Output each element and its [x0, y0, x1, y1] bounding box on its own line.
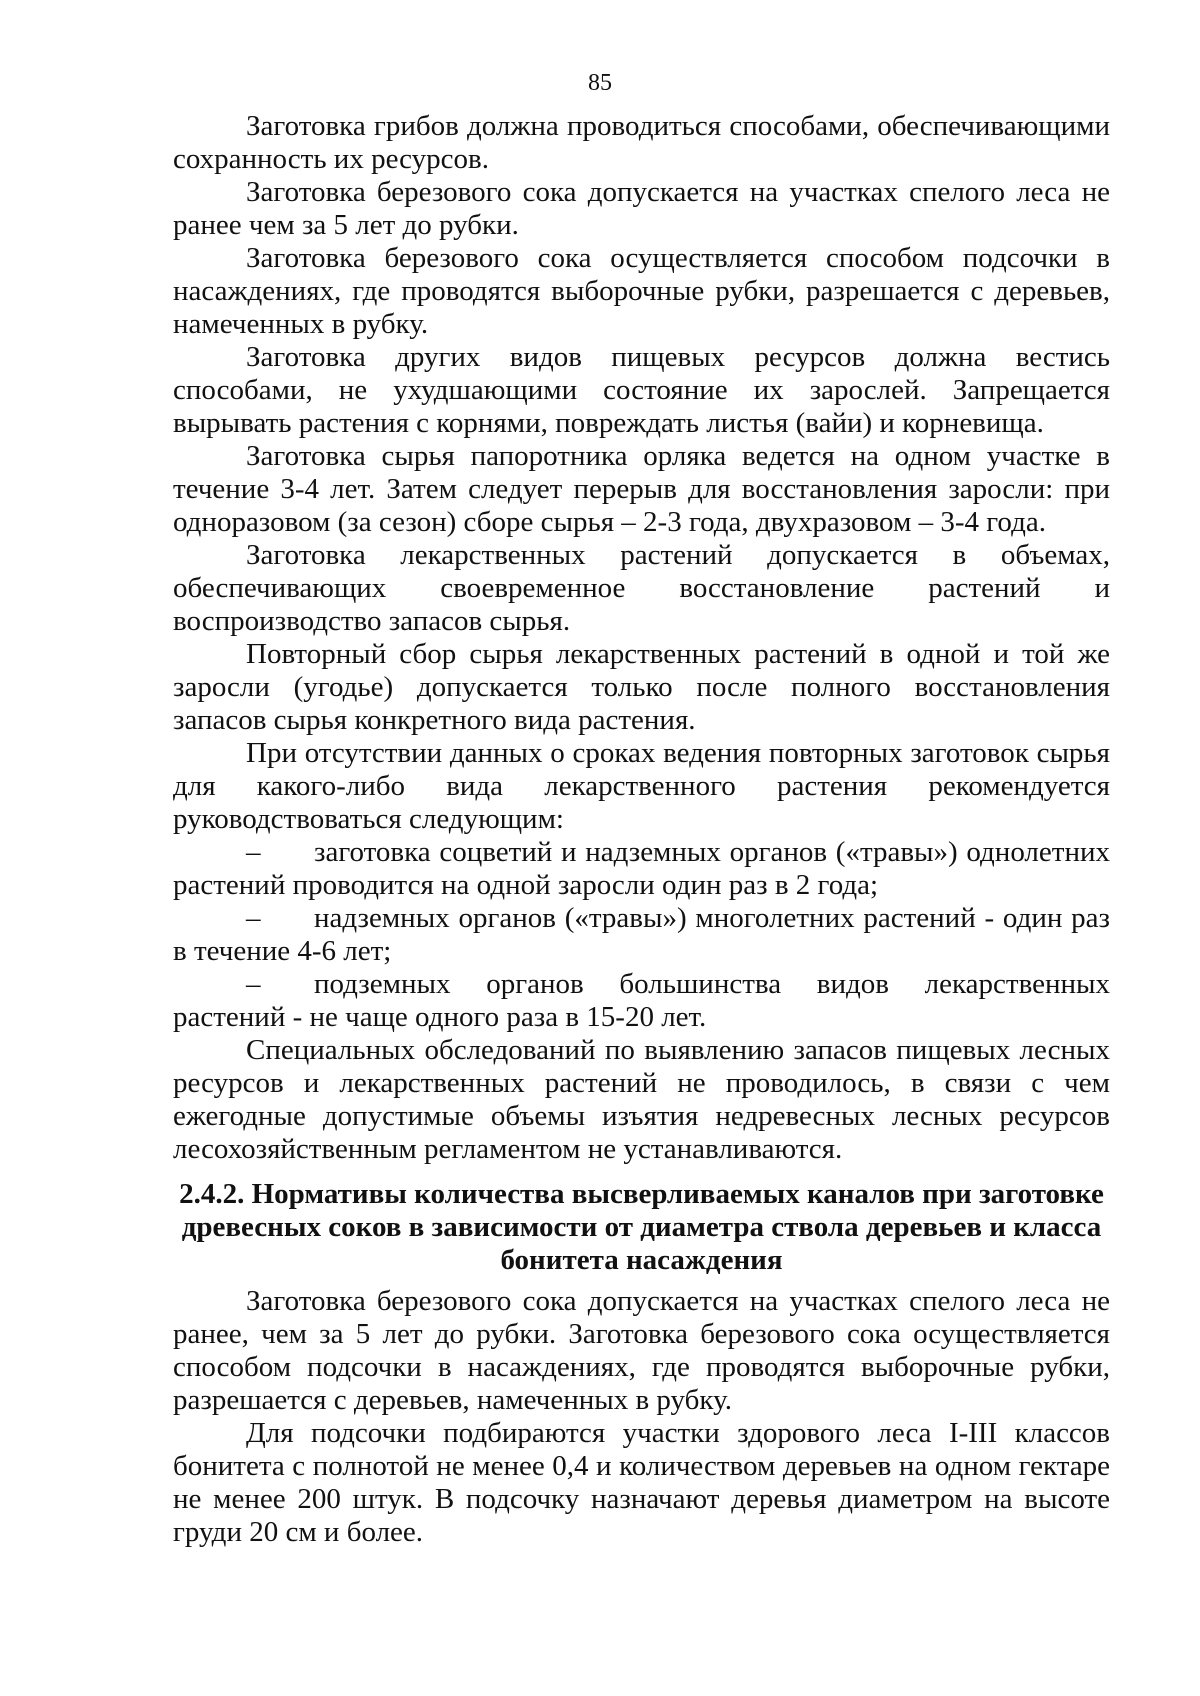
paragraph: Заготовка сырья папоротника орляка ведется на одном участке в течение 3-4 лет. Затем следует перерыв для восстановления заросли: при одноразовом (за сезон) сборе сырья – 2-3 года, двухразовом – 3-4 года. [173, 440, 1110, 538]
list-item-text: подземных органов большинства видов лекарственных растений - не чаще одного раза в 15-20 лет. [173, 968, 1110, 1033]
paragraph: При отсутствии данных о сроках ведения повторных заготовок сырья для какого-либо вида лекарственного растения рекомендуется руководствоваться следующим: [173, 737, 1110, 835]
list-item [173, 968, 1110, 1034]
paragraph: Заготовка березового сока допускается на участках спелого леса не ранее, чем за 5 лет до рубки. Заготовка березового сока осуществляется способом подсочки в насаждениях, где проводятся выборочные рубки, разрешается с деревьев, намеченных в рубку. [173, 1285, 1110, 1416]
section-heading: 2.4.2. Нормативы количества высверливаемых каналов при заготовке древесных соков в зависимости от диаметра ствола деревьев и класса бонитета насаждения [179, 1178, 1104, 1276]
list-dash: – [246, 968, 261, 1000]
paragraph: Заготовка других видов пищевых ресурсов должна вестись способами, не ухудшающими состояние их зарослей. Запрещается вырывать растения с корнями, повреждать листья (вайи) и корневища. [173, 341, 1110, 439]
paragraph: Специальных обследований по выявлению запасов пищевых лесных ресурсов и лекарственных растений не проводилось, в связи с чем ежегодные допустимые объемы изъятия недревесных лесных ресурсов лесохозяйственным регламентом не устанавливаются. [173, 1034, 1110, 1165]
paragraph: Заготовка березового сока допускается на участках спелого леса не ранее чем за 5 лет до рубки. [173, 176, 1110, 241]
list-item-text: надземных органов («травы») многолетних растений - один раз в течение 4-6 лет; [173, 902, 1110, 967]
list-dash: – [246, 902, 261, 934]
paragraph: Заготовка грибов должна проводиться способами, обеспечивающими сохранность их ресурсов. [173, 110, 1110, 175]
list-item [173, 902, 1110, 968]
page-number: 85 [588, 70, 612, 96]
paragraph: Для подсочки подбираются участки здорового леса I-III классов бонитета с полнотой не менее 0,4 и количеством деревьев на одном гектаре не менее 200 штук. В подсочку назначают деревья диаметром на высоте груди 20 см и более. [173, 1417, 1110, 1548]
document-body [173, 110, 1110, 1549]
paragraph: Заготовка лекарственных растений допускается в объемах, обеспечивающих своевременное восстановление растений и воспроизводство запасов сырья. [173, 539, 1110, 637]
list-dash: – [246, 836, 261, 868]
list-item-text: заготовка соцветий и надземных органов («травы») однолетних растений проводится на одной заросли один раз в 2 года; [173, 836, 1110, 901]
paragraph: Заготовка березового сока осуществляется способом подсочки в насаждениях, где проводятся выборочные рубки, разрешается с деревьев, намеченных в рубку. [173, 242, 1110, 340]
list-item [173, 836, 1110, 902]
paragraph: Повторный сбор сырья лекарственных растений в одной и той же заросли (угодье) допускается только после полного восстановления запасов сырья конкретного вида растения. [173, 638, 1110, 736]
